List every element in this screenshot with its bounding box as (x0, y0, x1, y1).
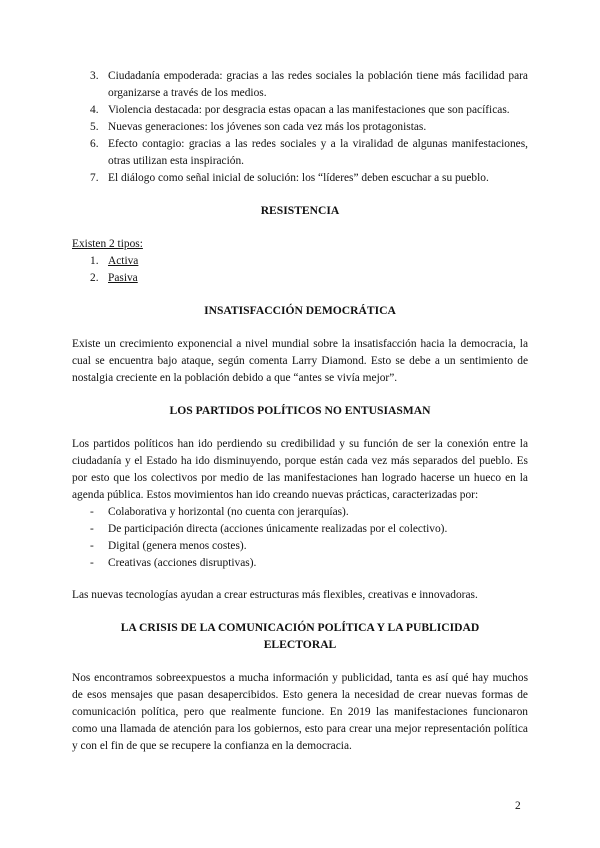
list-item-text: De participación directa (acciones únicamente realizadas por el colectivo). (108, 523, 448, 535)
list-item-number: 3. (90, 70, 99, 82)
list-item-text: Colaborativa y horizontal (no cuenta con jerarquías). (108, 506, 349, 518)
heading-crisis-line1: LA CRISIS DE LA COMUNICACIÓN POLÍTICA Y LA PUBLICIDAD (120, 621, 480, 634)
dash-bullet: - (90, 506, 94, 518)
list-item-number: 5. (90, 121, 99, 133)
list-item (72, 538, 528, 555)
list-item-text: Digital (genera menos costes). (108, 540, 247, 552)
list-item-text: Activa (108, 255, 139, 267)
resistencia-types-list (72, 253, 528, 287)
list-item-text: Pasiva (108, 272, 138, 284)
list-item (72, 102, 528, 119)
list-item-text: Nuevas generaciones: los jóvenes son cada vez más los protagonistas. (108, 121, 427, 133)
practicas-list (72, 504, 528, 572)
list-item-number: 4. (90, 104, 99, 116)
paragraph-partidos: Los partidos políticos han ido perdiendo su credibilidad y su función de ser la conexión entre la ciudadanía y el Estado ha ido disminuyendo, porque están cada vez más separados del pueblo. Es por esto que los colectivos por medio de las manifestaciones han logrado hacerse un hueco en la agenda pública. Estos movimientos han ido creando nuevas prácticas, caracterizadas por: (72, 438, 528, 501)
list-item (72, 170, 528, 187)
heading-resistencia: RESISTENCIA (260, 204, 340, 217)
list-item (72, 253, 528, 270)
page-number: 2 (515, 800, 521, 812)
numbered-list-continued (72, 68, 528, 187)
list-item-text: Ciudadanía empoderada: gracias a las redes sociales la población tiene más facilidad para organizarse a través de los medios. (108, 70, 528, 99)
list-item-number: 6. (90, 138, 99, 150)
list-item (72, 270, 528, 287)
list-item (72, 136, 528, 170)
dash-bullet: - (90, 540, 94, 552)
list-item (72, 521, 528, 538)
resistencia-intro: Existen 2 tipos: (72, 238, 143, 250)
list-item-text: Violencia destacada: por desgracia estas opacan a las manifestaciones que son pacíficas. (108, 104, 510, 116)
list-item (72, 119, 528, 136)
heading-partidos: LOS PARTIDOS POLÍTICOS NO ENTUSIASMAN (169, 404, 431, 417)
list-item (72, 68, 528, 102)
list-item (72, 504, 528, 521)
list-item-number: 7. (90, 172, 99, 184)
page-content (72, 68, 528, 755)
list-item-number: 2. (90, 272, 99, 284)
dash-bullet: - (90, 523, 94, 535)
heading-crisis (72, 619, 528, 653)
list-item (72, 555, 528, 572)
heading-crisis-line2: ELECTORAL (263, 638, 337, 651)
dash-bullet: - (90, 557, 94, 569)
list-item-text: El diálogo como señal inicial de solución: los “líderes” deben escuchar a su pueblo. (108, 172, 489, 184)
heading-insatisfaccion: INSATISFACCIÓN DEMOCRÁTICA (204, 304, 396, 317)
list-item-number: 1. (90, 255, 99, 267)
list-item-text: Efecto contagio: gracias a las redes sociales y a la viralidad de algunas manifestaciones, otras utilizan esta inspiración. (108, 138, 528, 167)
paragraph-nuevas-tecnologias: Las nuevas tecnologías ayudan a crear estructuras más flexibles, creativas e innovadoras. (72, 589, 478, 601)
paragraph-insatisfaccion: Existe un crecimiento exponencial a nivel mundial sobre la insatisfacción hacia la democracia, la cual se encuentra bajo ataque, según comenta Larry Diamond. Esto se debe a un sentimiento de nostalgia creciente en la población debido a que “antes se vivía mejor”. (72, 338, 528, 384)
paragraph-crisis: Nos encontramos sobreexpuestos a mucha información y publicidad, tanta es así qué hay muchos de esos mensajes que pasan desapercibidos. Esto genera la necesidad de crear nuevas formas de comunicación política, pero que realmente funcione. En 2019 las manifestaciones funcionaron como una llamada de atención para los gobiernos, esto para crear una mejor representación política y con el fin de que se recupere la confianza en la democracia. (72, 672, 528, 752)
list-item-text: Creativas (acciones disruptivas). (108, 557, 257, 569)
